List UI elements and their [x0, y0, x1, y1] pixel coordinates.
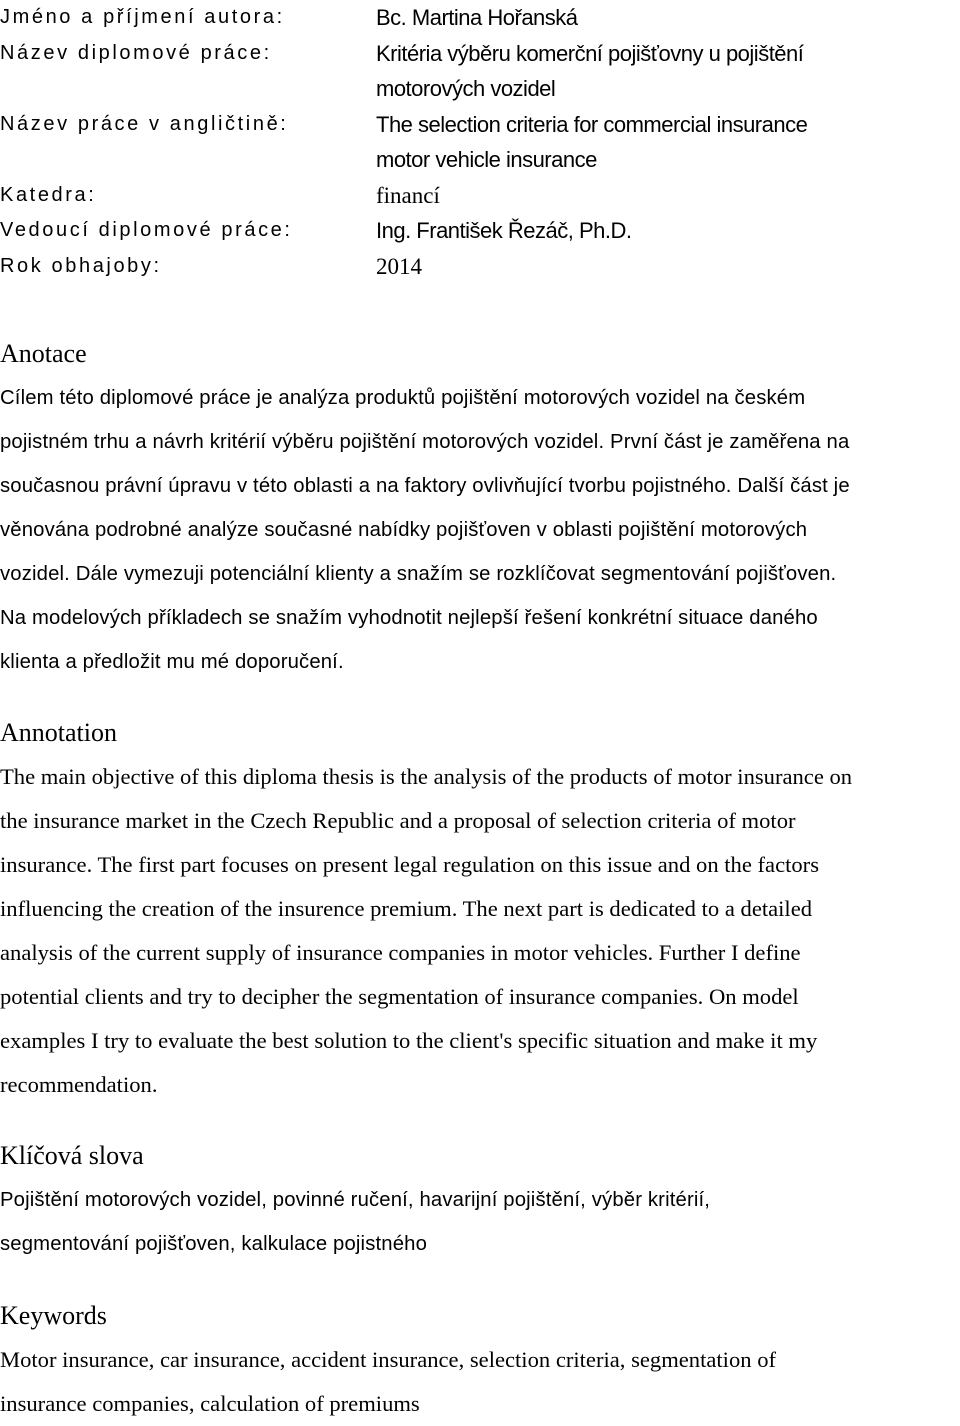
title-en-value — [376, 107, 960, 178]
annotation-line: examples I try to evaluate the best solution to the client's specific situation and make it my — [0, 1028, 818, 1053]
annotation-line: potential clients and try to decipher the segmentation of insurance companies. On model — [0, 984, 799, 1009]
anotace-heading: Anotace — [0, 339, 87, 368]
anotace-line: věnována podrobné analýze současné nabídky pojišťoven v oblasti pojištění motorových — [0, 519, 808, 541]
annotation-line: insurance. The first part focuses on present legal regulation on this issue and on the factors — [0, 852, 820, 877]
keywords-line: Motor insurance, car insurance, accident insurance, selection criteria, segmentation of — [0, 1347, 777, 1372]
annotation-line: the insurance market in the Czech Republic and a proposal of selection criteria of motor — [0, 808, 796, 833]
anotace-line: klienta a předložit mu mé doporučení. — [0, 651, 344, 673]
anotace-line: Cílem této diplomové práce je analýza produktů pojištění motorových vozidel na českém — [0, 387, 806, 409]
klicova-slova-line: segmentování pojišťoven, kalkulace pojistného — [0, 1233, 428, 1255]
annotation-heading: Annotation — [0, 718, 117, 747]
keywords-text — [0, 1338, 960, 1426]
author-value: Bc. Martina Hořanská — [376, 5, 578, 30]
anotace-line: současnou právní úpravu v této oblasti a na faktory ovlivňující tvorbu pojistného. Další část je — [0, 475, 850, 497]
author-label: Jméno a příjmení autora: — [0, 6, 285, 28]
annotation-line: The main objective of this diploma thesis is the analysis of the products of motor insurance on — [0, 764, 853, 789]
supervisor-row — [0, 213, 960, 249]
anotace-text — [0, 376, 960, 684]
year-value: 2014 — [376, 253, 422, 279]
year-row — [0, 249, 960, 285]
title-en-value-line: The selection criteria for commercial insurance — [376, 111, 808, 137]
anotace-line: vozidel. Dále vymezuji potenciální klienty a snažím se rozklíčovat segmentování pojišťoven. — [0, 563, 837, 585]
author-row — [0, 0, 960, 36]
anotace-line: pojistném trhu a návrh kritérií výběru pojištění motorových vozidel. První část je zaměřena na — [0, 431, 850, 453]
department-label: Katedra: — [0, 183, 97, 206]
annotation-line: influencing the creation of the insurence premium. The next part is dedicated to a detailed — [0, 896, 813, 921]
title-en-value-line: motor vehicle insurance — [376, 147, 597, 172]
title-value-line: Kritéria výběru komerční pojišťovny u pojištění — [376, 40, 804, 66]
annotation-line: recommendation. — [0, 1072, 158, 1097]
klicova-slova-line: Pojištění motorových vozidel, povinné ručení, havarijní pojištění, výběr kritérií, — [0, 1189, 711, 1211]
klicova-slova-text — [0, 1178, 960, 1266]
annotation-text — [0, 755, 960, 1107]
department-value: financí — [376, 182, 440, 208]
anotace-line: Na modelových příkladech se snažím vyhodnotit nejlepší řešení konkrétní situace daného — [0, 607, 818, 629]
year-label: Rok obhajoby: — [0, 254, 162, 277]
title-en-label: Název práce v angličtině: — [0, 112, 289, 135]
klicova-slova-heading: Klíčová slova — [0, 1141, 144, 1170]
keywords-heading: Keywords — [0, 1301, 107, 1330]
title-value — [376, 36, 960, 107]
supervisor-label: Vedoucí diplomové práce: — [0, 219, 293, 241]
keywords-line: insurance companies, calculation of premiums — [0, 1391, 420, 1416]
department-row — [0, 178, 960, 214]
title-row — [0, 36, 960, 107]
title-value-line: motorových vozidel — [376, 76, 556, 101]
thesis-metadata — [0, 0, 960, 284]
title-en-row — [0, 107, 960, 178]
supervisor-value: Ing. František Řezáč, Ph.D. — [376, 218, 632, 243]
annotation-line: analysis of the current supply of insurance companies in motor vehicles. Further I define — [0, 940, 801, 965]
title-label: Název diplomové práce: — [0, 41, 272, 64]
